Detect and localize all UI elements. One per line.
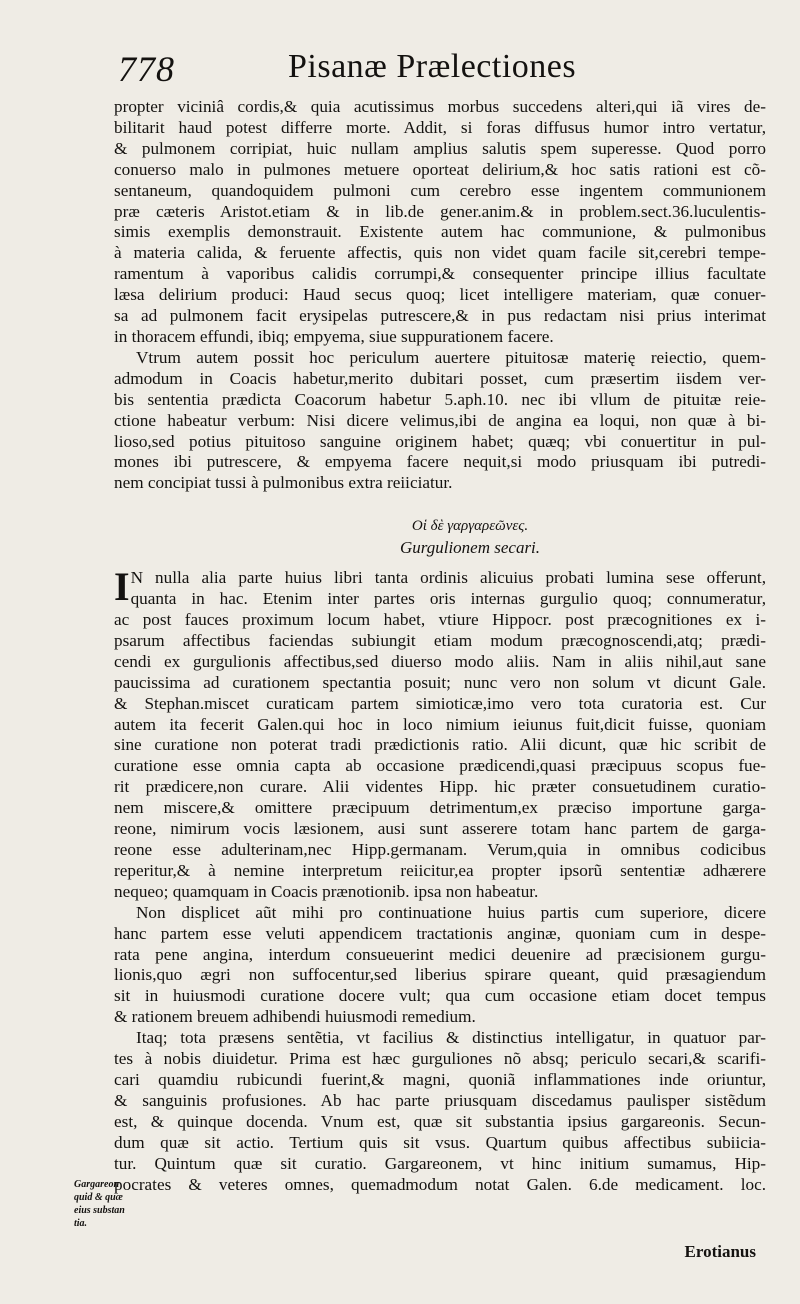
greek-lemma: Οἱ δὲ γαργαρεῶνες.: [411, 518, 529, 535]
paragraph-2: [114, 348, 766, 494]
text-line: & rationem breuem adhibendi huiusmodi remedium.: [114, 1007, 476, 1027]
paragraph-4: [114, 903, 766, 1028]
text-line: reone esse adulterinam,nec Hipp.germanam. Verum,quia in omnibus codicibus: [114, 840, 766, 859]
drop-cap-initial: I: [114, 568, 130, 610]
text-line: hanc partem esse veluti appendicem tractationis anginæ, quoniam cum in despe-: [114, 923, 766, 943]
text-line: psarum affectibus faciendas subiungit etiam modum præcognoscendi,atq; prædi-: [114, 630, 766, 650]
text-line: mones ibi putrescere, & empyema facere nequit,si modo priusquam ibi putredi-: [114, 452, 766, 472]
text-line: & pulmonem corripiat, huic nullam amplius salutis spem superesse. Quod porro: [114, 138, 766, 158]
text-line: lioso,sed potius pituitoso sanguine originem habet; quæq; vbi conuertitur in pul-: [114, 431, 766, 451]
text-line: reone, nimirum vocis læsionem, ausi sunt asserere totam hanc partem de garga-: [114, 819, 766, 839]
text-line: lionis,quo ægri non suffocentur,sed liberius spirare queant, quid præsagiendum: [114, 965, 766, 985]
text-line: in thoracem effundi, ibiq; empyema, siue suppurationem facere.: [114, 326, 554, 346]
paragraph-5: [114, 1028, 766, 1195]
text-line: quanta in hac. Etenim inter partes oris internas gurgulio quoq; connumeratur,: [130, 589, 766, 609]
text-line: ctione habeatur verbum: Nisi dicere velimus,ibi de angina ea loqui, non quæ à bi-: [114, 410, 766, 430]
text-line: propter viciniâ cordis,& quia acutissimus morbus succedens alteri,qui iã vires de-: [114, 97, 766, 116]
text-line: Vtrum autem possit hoc periculum auertere pituitosæ materię reiectio, quem-: [136, 347, 766, 367]
running-title: Pisanæ Prælectiones: [288, 48, 577, 85]
text-line: sa ad pulmonem facit erysipelas putrescere,& in pus redactam nisi prius interimat: [114, 306, 766, 326]
catchword: Erotianus: [684, 1242, 756, 1261]
marginal-note: Gargareon quid & quæ eius substan tia.: [74, 1179, 125, 1229]
text-line: sentaneum, quandoquidem pulmoni cum cerebro esse ingentem communionem: [114, 180, 766, 200]
text-line: Non displicet aũt mihi pro continuatione huius partis cum superiore, dicere: [136, 902, 766, 922]
text-line: paucissima ad curationem spectantia posuit; nunc vero non solum vt dicunt Gale.: [114, 672, 766, 692]
page-number: 778: [118, 49, 175, 89]
text-line: rata pene angina, interdum consueuerint medici deuenire ad præcisionem gurgu-: [114, 944, 766, 964]
text-line: tes à nobis diuidetur. Prima est hæc gurguliones nõ absq; periculo secari,& scarifi-: [114, 1049, 766, 1069]
text-line: præ cæteris Aristot.etiam & in lib.de gener.anim.& in problem.sect.36.luculentis-: [114, 201, 766, 221]
text-line: tur. Quintum quæ sit curatio. Gargareonem, vt hinc initium sumamus, Hip-: [114, 1153, 766, 1173]
text-line: nem concipiat tussi à pulmonibus extra reiiciatur.: [114, 473, 453, 493]
text-line: & Stephan.miscet curaticam partem simioticæ,imo vero tota curatoria est. Cur: [114, 693, 766, 713]
text-line: curatione esse omnia capta ab occasione prædicendi,quasi præcipuus scopus fue-: [114, 756, 766, 776]
drop-cap-block: [114, 568, 766, 610]
text-line: cendi ex gurgulionis affectibus,sed diuerso modo aliis. Nam in aliis nihil,aut sane: [114, 651, 766, 671]
page-header: [118, 44, 760, 96]
text-line: est, & quinque docenda. Vnum est, quæ sit substantia ipsius gargareonis. Secun-: [114, 1111, 766, 1131]
text-line: rit prædicere,non curare. Alii videntes Hipp. hic præter consuetudinem curatio-: [114, 777, 766, 797]
text-line: sit in huiusmodi curatione docere vult; qua cum occasione etiam docet tempus: [114, 986, 766, 1006]
text-line: pocrates & veteres omnes, quemadmodum notat Galen. 6.de medicament. loc.: [114, 1174, 766, 1194]
text-block: [114, 97, 766, 1195]
text-line: cari quamdiu rubicundi fuerint,& magni, quoniã inflammationes inde oriuntur,: [114, 1069, 766, 1089]
text-line: autem ita fecerit Galen.qui hoc in loco nimium ieiunus fuit,dicit fuisse, quoniam: [114, 714, 766, 734]
text-line: admodum in Coacis habetur,merito dubitari posset, cum præsertim iisdem ver-: [114, 368, 766, 388]
text-line: nem miscere,& omittere præcipuum detrimentum,ex præciso importune garga-: [114, 798, 766, 818]
text-line: læsa delirium produci: Haud secus quoq; licet intelligere materiam, quæ conuer-: [114, 285, 766, 305]
section-heading: [114, 494, 766, 568]
text-line: & sanguinis profusiones. Ab hac parte priusquam discedamus paulisper sistẽdum: [114, 1090, 766, 1110]
text-line: nequeo; quamquam in Coacis prænotionib. ipsa non habeatur.: [114, 881, 539, 901]
text-line: sine curatione non poterat tradi prædictionis ratio. Alii dicunt, quæ hic scribit de: [114, 735, 766, 755]
text-line: bis sententia prædicta Coacorum habetur 5.aph.10. nec ibi vllum de pituitæ reie-: [114, 389, 766, 409]
text-line: N nulla alia parte huius libri tanta ordinis alicuius probati lumina sese offerunt,: [130, 568, 766, 588]
text-line: Itaq; tota præsens sentẽtia, vt facilius & distinctius intelligatur, in quatuor par-: [136, 1028, 766, 1048]
latin-lemma: Gurgulionem secari.: [399, 538, 541, 558]
text-line: à materia calida, & feruente affectis, quis non videt quam facile sit,cerebri tempe-: [114, 243, 766, 263]
text-line: bilitarit haud potest differre morte. Addit, si foras diffusus humor intro vertatur,: [114, 117, 766, 137]
text-line: simis exemplis demonstrauit. Existente autem hac communione, & pulmonibus: [114, 222, 766, 242]
text-line: ac post fauces proximum locum habet, vtiure Hippocr. post præcognitiones ex i-: [114, 610, 766, 630]
paragraph-3: [114, 568, 766, 903]
text-line: reperitur,& à nemine interpretum reiicitur,ea propter ipsorũ sententiæ adhærere: [114, 860, 766, 880]
text-line: dum quæ sit actio. Tertium quis sit vsus. Quartum quibus affectibus subiicia-: [114, 1132, 766, 1152]
text-line: conuerso malo in pulmones metuere oporteat delirium,& hoc satis rationi est cõ-: [114, 159, 766, 179]
paragraph-1: [114, 97, 766, 348]
text-line: ramentum à vaporibus calidis corrumpi,& consequenter principe illius facultate: [114, 264, 766, 284]
